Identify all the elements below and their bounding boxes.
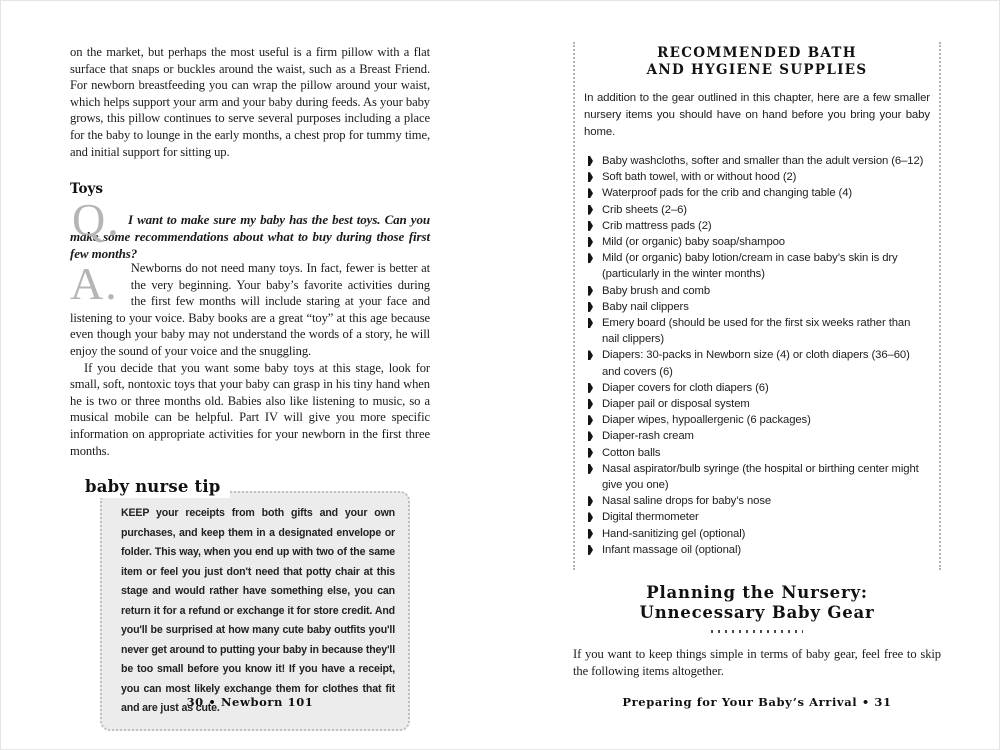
list-item-text: Digital thermometer bbox=[602, 511, 699, 524]
answer-marker: A. bbox=[70, 258, 119, 309]
list-item bbox=[584, 315, 930, 347]
list-item bbox=[584, 461, 930, 493]
list-item bbox=[584, 153, 930, 169]
leaf-bullet-icon bbox=[588, 529, 593, 539]
question-text: I want to make sure my baby has the best toys. Can you make some recommendations about what to buy during those first few months? bbox=[70, 212, 430, 261]
list-item-text: Nasal aspirator/bulb syringe (the hospital or birthing center might give you one) bbox=[602, 462, 919, 492]
list-item-text: Baby brush and comb bbox=[602, 284, 710, 297]
leaf-bullet-icon bbox=[588, 221, 593, 231]
intro-paragraph: on the market, but perhaps the most useful is a firm pillow with a flat surface that snaps or buckles around the waist, such as a Breast Friend. For newborn breastfeeding you can wrap the pillow around your waist, which helps support your arm and your baby during feeds. As your baby grows, this pillow continues to serve several purposes including a place for the baby to lounge in the early months, a chest prop for tummy time, and initial support for sitting up. bbox=[70, 45, 430, 159]
list-item bbox=[584, 526, 930, 542]
list-item bbox=[584, 234, 930, 250]
question-block bbox=[70, 194, 430, 262]
tip-body-text: KEEP your receipts from both gifts and your own purchases, and keep them in a designated envelope or folder. This way, when you end up with two of the same item or feel you just don't need that potty chair at this stage and would rather have something else, you can return it for a refund or exchange it for store credit. And you'll be surprised at how many cute baby outfits you'll never get around to putting your baby in because they'll be too small before you know it! If you have a receipt, you can most likely exchange them for clothes that fit and are just as cute. bbox=[121, 507, 395, 714]
list-item bbox=[584, 412, 930, 428]
answer-paragraph-1: Newborns do not need many toys. In fact, fewer is better at the very beginning. Your baby’s favorite activities during the first few months will include staring at your face and listening to your voice. Baby books are a great “toy” at this age because even though your baby may not understand the words of a story, he will enjoy the sound of your voice and the snuggling. bbox=[70, 261, 430, 358]
question-marker: Q. bbox=[72, 194, 121, 245]
list-item bbox=[584, 218, 930, 234]
leaf-bullet-icon bbox=[588, 496, 593, 506]
leaf-bullet-icon bbox=[588, 350, 593, 360]
leaf-bullet-icon bbox=[588, 156, 593, 166]
list-item-text: Baby washcloths, softer and smaller than the adult version (6–12) bbox=[602, 155, 924, 167]
toys-section-heading: Toys bbox=[70, 181, 103, 197]
tip-heading: baby nurse tip bbox=[85, 477, 230, 498]
planning-heading-line1: Planning the Nursery: bbox=[646, 583, 868, 602]
leaf-bullet-icon bbox=[588, 512, 593, 522]
list-item-text: Baby nail clippers bbox=[602, 300, 689, 313]
leaf-bullet-icon bbox=[588, 188, 593, 198]
list-item bbox=[584, 493, 930, 509]
list-item-text: Mild (or organic) baby lotion/cream in case baby’s skin is dry (particularly in the winter months) bbox=[602, 252, 898, 281]
planning-section bbox=[573, 583, 941, 680]
list-item-text: Diaper wipes, hypoallergenic (6 packages) bbox=[602, 414, 811, 427]
supplies-heading-line1: RECOMMENDED BATH bbox=[657, 45, 857, 61]
leaf-bullet-icon bbox=[588, 448, 593, 458]
list-item-text: Emery board (should be used for the first six weeks rather than nail clippers) bbox=[602, 317, 911, 346]
answer-block bbox=[70, 260, 430, 459]
list-item-text: Cotton balls bbox=[602, 446, 661, 459]
list-item-text: Diaper-rash cream bbox=[602, 430, 694, 443]
leaf-bullet-icon bbox=[588, 415, 593, 425]
leaf-bullet-icon bbox=[588, 253, 593, 263]
leaf-bullet-icon bbox=[588, 286, 593, 296]
list-item-text: Mild (or organic) baby soap/shampoo bbox=[602, 236, 785, 249]
planning-paragraph: If you want to keep things simple in terms of baby gear, feel free to skip the following items altogether. bbox=[573, 647, 941, 678]
planning-heading-line2: Unnecessary Baby Gear bbox=[639, 602, 875, 622]
list-item bbox=[584, 380, 930, 396]
list-item bbox=[584, 347, 930, 379]
list-item-text: Infant massage oil (optional) bbox=[602, 543, 742, 556]
right-page-footer: Preparing for Your Baby’s Arrival • 31 bbox=[622, 695, 892, 709]
list-item bbox=[584, 428, 930, 444]
leaf-bullet-icon bbox=[588, 464, 593, 474]
list-item-text: Diapers: 30-packs in Newborn size (4) or cloth diapers (36–60) and covers (6) bbox=[602, 349, 910, 378]
list-item bbox=[584, 202, 930, 218]
list-item bbox=[584, 445, 930, 461]
leaf-bullet-icon bbox=[588, 399, 593, 409]
leaf-bullet-icon bbox=[588, 318, 593, 328]
list-item bbox=[584, 509, 930, 525]
list-item bbox=[584, 169, 930, 185]
list-item bbox=[584, 542, 930, 558]
list-item bbox=[584, 250, 930, 282]
list-item bbox=[584, 396, 930, 412]
list-item-text: Crib sheets (2–6) bbox=[602, 203, 687, 216]
right-page bbox=[573, 42, 941, 682]
leaf-bullet-icon bbox=[588, 172, 593, 182]
list-item bbox=[584, 185, 930, 201]
supplies-intro: In addition to the gear outlined in this chapter, here are a few smaller nursery items you should have on hand before you bring your baby home. bbox=[584, 92, 930, 138]
list-item-text: Soft bath towel, with or without hood (2) bbox=[602, 171, 797, 184]
supplies-list bbox=[584, 153, 930, 558]
leaf-bullet-icon bbox=[588, 302, 593, 312]
list-item-text: Crib mattress pads (2) bbox=[602, 219, 712, 232]
list-item bbox=[584, 283, 930, 299]
list-item-text: Nasal saline drops for baby’s nose bbox=[602, 495, 772, 508]
list-item bbox=[584, 299, 930, 315]
list-item-text: Diaper pail or disposal system bbox=[602, 398, 750, 411]
baby-nurse-tip bbox=[85, 476, 410, 731]
list-item-text: Hand-sanitizing gel (optional) bbox=[602, 527, 746, 540]
left-page-footer: 30 • Newborn 101 bbox=[186, 695, 314, 709]
list-item-text: Diaper covers for cloth diapers (6) bbox=[602, 381, 769, 394]
list-item-text: Waterproof pads for the crib and changing table (4) bbox=[602, 187, 853, 200]
leaf-bullet-icon bbox=[588, 431, 593, 441]
supplies-box bbox=[573, 42, 941, 570]
leaf-bullet-icon bbox=[588, 545, 593, 555]
leaf-bullet-icon bbox=[588, 237, 593, 247]
answer-paragraph-2: If you decide that you want some baby toys at this stage, look for small, soft, nontoxic toys that your baby can grasp in his tiny hand when he is two or three months old. Babies also like listening to music, so a musical mobile can be helpful. Part IV will give you more specific information on appropriate activities for your newborn in the first three months. bbox=[70, 360, 430, 458]
leaf-bullet-icon bbox=[588, 205, 593, 215]
dotted-ornament bbox=[711, 630, 803, 633]
supplies-heading-line2: AND HYGIENE SUPPLIES bbox=[646, 62, 868, 78]
leaf-bullet-icon bbox=[588, 383, 593, 393]
